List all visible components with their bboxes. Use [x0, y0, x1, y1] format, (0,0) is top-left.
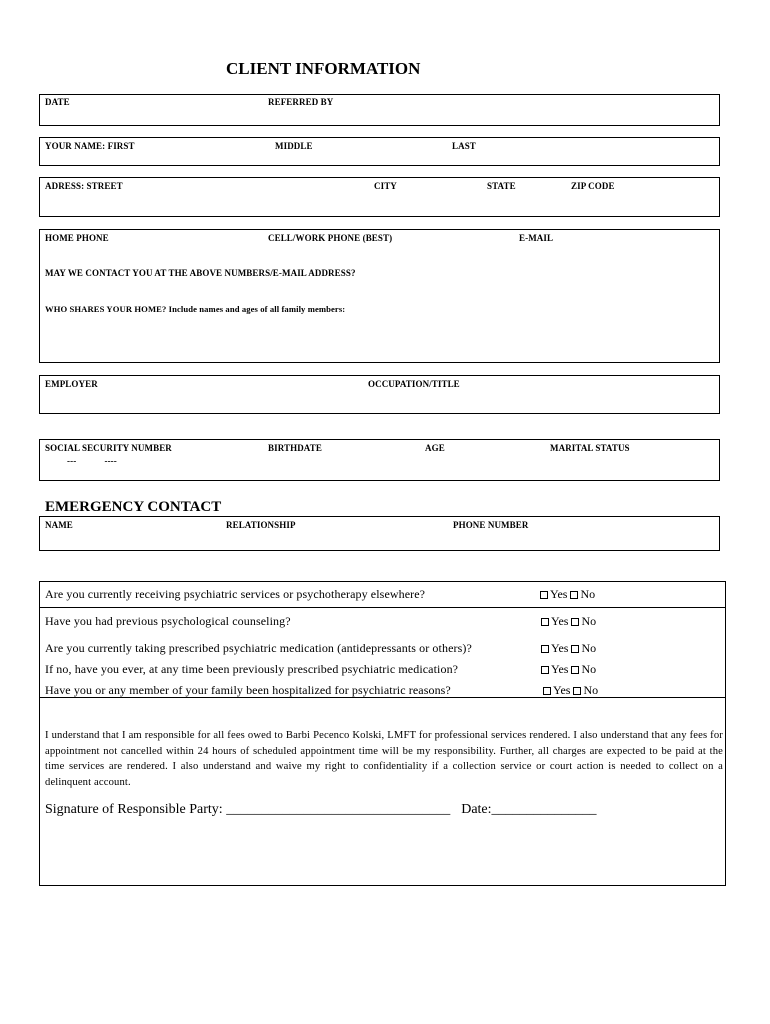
middle-name-label: MIDDLE: [275, 141, 313, 151]
yes-checkbox[interactable]: [540, 591, 548, 599]
marital-status-label: MARITAL STATUS: [550, 443, 630, 453]
employer-label: EMPLOYER: [45, 379, 98, 389]
last-name-label: LAST: [452, 141, 476, 151]
occupation-label: OCCUPATION/TITLE: [368, 379, 460, 389]
yes-label: Yes: [551, 641, 569, 655]
birthdate-label: BIRTHDATE: [268, 443, 322, 453]
date-label: DATE: [45, 97, 70, 107]
yes-label: Yes: [553, 683, 571, 697]
city-label: CITY: [374, 181, 397, 191]
emergency-contact-title: EMERGENCY CONTACT: [45, 499, 222, 515]
no-checkbox[interactable]: [571, 618, 579, 626]
no-label: No: [581, 614, 597, 628]
cell-phone-label: CELL/WORK PHONE (BEST): [268, 233, 393, 243]
contact-permission-question: MAY WE CONTACT YOU AT THE ABOVE NUMBERS/E-MAIL ADDRESS?: [45, 268, 356, 278]
yes-checkbox[interactable]: [543, 687, 551, 695]
emergency-phone-label: PHONE NUMBER: [453, 520, 529, 530]
question-4-options: [541, 662, 596, 677]
street-label: ADRESS: STREET: [45, 181, 123, 191]
state-label: STATE: [487, 181, 516, 191]
question-2: Have you had previous psychological counseling?: [45, 614, 291, 628]
no-checkbox[interactable]: [573, 687, 581, 695]
question-4: If no, have you ever, at any time been previously prescribed psychiatric medication?: [45, 662, 459, 676]
signature-line[interactable]: ________________________________: [226, 802, 451, 817]
no-label: No: [580, 587, 596, 601]
form-title: CLIENT INFORMATION: [226, 59, 421, 78]
yes-label: Yes: [551, 614, 569, 628]
ssn-format: --- ----: [67, 456, 117, 466]
no-label: No: [583, 683, 599, 697]
referred-by-label: REFERRED BY: [268, 97, 334, 107]
age-label: AGE: [425, 443, 445, 453]
no-label: No: [581, 662, 597, 676]
name-box[interactable]: [39, 137, 720, 166]
emergency-contact-box[interactable]: [39, 516, 720, 551]
question-1: Are you currently receiving psychiatric services or psychotherapy elsewhere?: [45, 587, 426, 601]
household-question: WHO SHARES YOUR HOME? Include names and ages of all family members:: [45, 304, 346, 314]
zip-label: ZIP CODE: [571, 181, 615, 191]
question-3: Are you currently taking prescribed psychiatric medication (antidepressants or others)?: [45, 641, 472, 655]
yes-label: Yes: [550, 587, 568, 601]
yes-checkbox[interactable]: [541, 645, 549, 653]
consent-statement: I understand that I am responsible for all fees owed to Barbi Pecenco Kolski, LMFT for professional services rendered. I also understand that any fees for appointment not cancelled within 24 hours of scheduled appointment time will be my responsibility. Further, all charges are expected to be paid at the time services are rendered. I also understand and waive my right to confidentiality if a collection service or court action is needed to collect on a delinquent account.: [45, 730, 723, 788]
date-referral-box[interactable]: [39, 94, 720, 126]
question-3-options: [541, 641, 596, 656]
question-1-options: [540, 587, 595, 602]
no-checkbox[interactable]: [571, 645, 579, 653]
home-phone-label: HOME PHONE: [45, 233, 109, 243]
email-label: E-MAIL: [519, 233, 554, 243]
no-checkbox[interactable]: [570, 591, 578, 599]
yes-checkbox[interactable]: [541, 618, 549, 626]
yes-checkbox[interactable]: [541, 666, 549, 674]
question-5: Have you or any member of your family been hospitalized for psychiatric reasons?: [45, 683, 451, 697]
question-5-options: [543, 683, 598, 698]
emergency-name-label: NAME: [45, 520, 73, 530]
contact-box[interactable]: [39, 229, 720, 363]
yes-label: Yes: [551, 662, 569, 676]
no-checkbox[interactable]: [571, 666, 579, 674]
signature-date-line[interactable]: _______________: [491, 802, 597, 817]
first-name-label: YOUR NAME: FIRST: [45, 141, 135, 151]
question-divider: [39, 607, 726, 608]
signature-label: Signature of Responsible Party:: [45, 802, 223, 817]
signature-row: [45, 802, 597, 818]
no-label: No: [581, 641, 597, 655]
ssn-label: SOCIAL SECURITY NUMBER: [45, 443, 172, 453]
question-2-options: [541, 614, 596, 629]
signature-date-label: Date:: [461, 802, 492, 817]
emergency-relationship-label: RELATIONSHIP: [226, 520, 296, 530]
